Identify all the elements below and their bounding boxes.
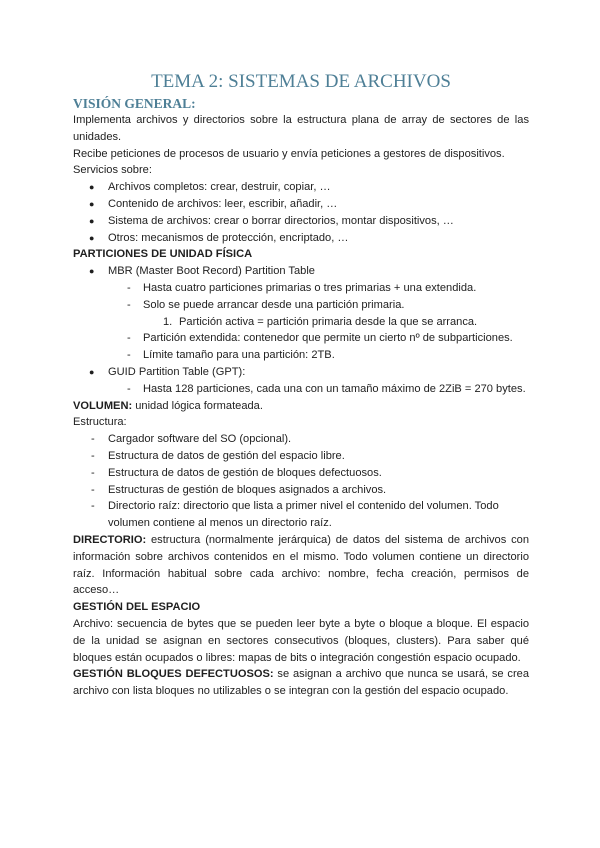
overview-paragraph-1: Implementa archivos y directorios sobre la estructura plana de array de sectores de las unidades. [73,114,529,143]
list-item: ● GUID Partition Table (GPT): [73,364,529,381]
list-item: - Estructura de datos de gestión del espacio libre. [73,448,529,465]
list-item: - Directorio raíz: directorio que lista a primer nivel el contenido del volumen. Todo volumen contiene al menos un directorio raíz. [91,500,499,530]
dash-icon: - [127,281,131,294]
space-paragraph: Archivo: secuencia de bytes que se pueden leer byte a byte o bloque a bloque. El espacio de la unidad se asignan en sectores consecutivos (bloques, clusters). Para saber qué bloques están ocupados o libres: mapas de bits o integración congestión espacio ocupado. [73,617,529,664]
bullet-icon: ● [89,266,95,277]
list-number: 1. [163,315,173,328]
dash-icon: - [91,500,95,513]
list-item: - Estructuras de gestión de bloques asignados a archivos. [73,482,529,499]
directory-paragraph: DIRECTORIO: estructura (normalmente jerárquica) de datos del sistema de archivos con información sobre archivos contenidos en el mismo. Todo volumen contiene un directorio raíz. Información habitual sobre cada archivo: nombre, fecha creación, permisos de acceso… [73,533,529,597]
bullet-icon: ● [89,215,95,226]
list-item: ● Otros: mecanismos de protección, encriptado, … [73,230,529,247]
overview-paragraph-2: Recibe peticiones de procesos de usuario y envía peticiones a gestores de dispositivos. [73,147,505,160]
list-item: ● Archivos completos: crear, destruir, copiar, … [73,179,529,196]
dash-icon: - [91,449,95,462]
page-title: TEMA 2: SISTEMAS DE ARCHIVOS [151,71,451,92]
partitions-list [73,263,529,397]
list-item: - Estructura de datos de gestión de bloques defectuosos. [73,465,529,482]
space-heading: GESTIÓN DEL ESPACIO [73,601,201,614]
structure-label: Estructura: [73,416,127,429]
list-item: - Hasta cuatro particiones primarias o tres primarias + una extendida. [73,280,529,297]
dash-icon: - [127,298,131,311]
directory-label: DIRECTORIO: [73,533,147,546]
dash-icon: - [91,483,95,496]
list-item: - Partición extendida: contenedor que permite un cierto nº de subparticiones. [73,330,529,347]
dash-icon: - [127,382,131,395]
defects-paragraph: GESTIÓN BLOQUES DEFECTUOSOS: se asignan a archivo que nunca se usará, se crea archivo con lista bloques no utilizables o se integran con la gestión del espacio ocupado. [73,668,529,698]
volume-paragraph: VOLUMEN: unidad lógica formateada. [73,399,263,412]
dash-icon: - [91,433,95,446]
bullet-icon: ● [89,182,95,193]
bullet-icon: ● [89,232,95,243]
services-list [73,179,529,246]
overview-heading: VISIÓN GENERAL: [73,96,196,111]
list-item: - Solo se puede arrancar desde una partición primaria. [73,297,529,314]
structure-list [73,431,529,532]
dash-icon: - [127,349,131,362]
document-body [73,70,529,700]
list-item: - Límite tamaño para una partición: 2TB. [73,347,529,364]
defects-label: GESTIÓN BLOQUES DEFECTUOSOS: [73,668,274,681]
dash-icon: - [127,332,131,345]
list-item: ● MBR (Master Boot Record) Partition Table [73,263,529,280]
list-item: 1. Partición activa = partición primaria desde la que se arranca. [73,314,529,331]
volume-label: VOLUMEN: [73,399,133,412]
list-item: ● Sistema de archivos: crear o borrar directorios, montar dispositivos, … [73,213,529,230]
partitions-heading: PARTICIONES DE UNIDAD FÍSICA [73,248,253,261]
list-item: ● Contenido de archivos: leer, escribir, añadir, … [73,196,529,213]
dash-icon: - [91,466,95,479]
bullet-icon: ● [89,198,95,209]
bullet-icon: ● [89,366,95,377]
overview-paragraph-3: Servicios sobre: [73,164,152,177]
list-item: - Hasta 128 particiones, cada una con un tamaño máximo de 2ZiB = 270 bytes. [73,381,529,398]
list-item: - Cargador software del SO (opcional). [73,431,529,448]
